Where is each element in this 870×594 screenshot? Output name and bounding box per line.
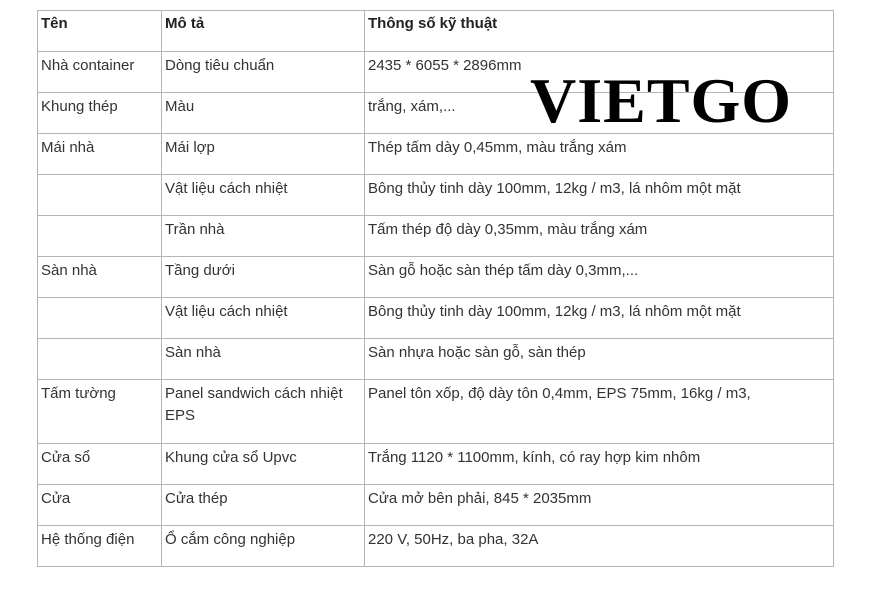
cell-name: Cửa xyxy=(38,485,162,526)
cell-name: Nhà container xyxy=(38,52,162,93)
table-row xyxy=(38,257,834,298)
cell-name: Cửa sổ xyxy=(38,444,162,485)
cell-name xyxy=(38,216,162,257)
cell-description: Khung cửa sổ Upvc xyxy=(162,444,365,485)
cell-name: Khung thép xyxy=(38,93,162,134)
cell-name xyxy=(38,339,162,380)
cell-specification: Trắng 1120 * 1100mm, kính, có ray hợp kim nhôm xyxy=(365,444,834,485)
table-row xyxy=(38,216,834,257)
header-description: Mô tả xyxy=(162,11,365,52)
cell-description: Vật liệu cách nhiệt xyxy=(162,298,365,339)
cell-specification: 220 V, 50Hz, ba pha, 32A xyxy=(365,526,834,567)
vietgo-watermark: VIETGO xyxy=(530,65,793,136)
cell-name: Tấm tường xyxy=(38,380,162,444)
table-row xyxy=(38,175,834,216)
cell-specification: 2435 * 6055 * 2896mm xyxy=(365,52,834,93)
cell-specification: Thép tấm dày 0,45mm, màu trắng xám xyxy=(365,134,834,175)
cell-description: Vật liệu cách nhiệt xyxy=(162,175,365,216)
header-name: Tên xyxy=(38,11,162,52)
cell-description: Sàn nhà xyxy=(162,339,365,380)
cell-specification: Bông thủy tinh dày 100mm, 12kg / m3, lá nhôm một mặt xyxy=(365,175,834,216)
cell-name: Sàn nhà xyxy=(38,257,162,298)
cell-specification: Sàn nhựa hoặc sàn gỗ, sàn thép xyxy=(365,339,834,380)
cell-specification: trắng, xám,... xyxy=(365,93,834,134)
table-row xyxy=(38,526,834,567)
cell-specification: Sàn gỗ hoặc sàn thép tấm dày 0,3mm,... xyxy=(365,257,834,298)
cell-description: Màu xyxy=(162,93,365,134)
table-row xyxy=(38,380,834,444)
cell-description: Cửa thép xyxy=(162,485,365,526)
cell-name xyxy=(38,175,162,216)
table-header-row xyxy=(38,11,834,52)
cell-specification: Panel tôn xốp, độ dày tôn 0,4mm, EPS 75mm, 16kg / m3, xyxy=(365,380,834,444)
table-row xyxy=(38,444,834,485)
table-row xyxy=(38,298,834,339)
cell-name: Hệ thống điện xyxy=(38,526,162,567)
table-row xyxy=(38,339,834,380)
cell-description: Panel sandwich cách nhiệt EPS xyxy=(162,380,365,444)
cell-description: Ổ cắm công nghiệp xyxy=(162,526,365,567)
cell-name xyxy=(38,298,162,339)
cell-description: Trần nhà xyxy=(162,216,365,257)
cell-description: Dòng tiêu chuẩn xyxy=(162,52,365,93)
cell-specification: Bông thủy tinh dày 100mm, 12kg / m3, lá nhôm một mặt xyxy=(365,298,834,339)
table-row xyxy=(38,485,834,526)
cell-specification: Cửa mở bên phải, 845 * 2035mm xyxy=(365,485,834,526)
cell-name: Mái nhà xyxy=(38,134,162,175)
table-row xyxy=(38,134,834,175)
header-specification: Thông số kỹ thuật xyxy=(365,11,834,52)
cell-description: Mái lợp xyxy=(162,134,365,175)
cell-description: Tầng dưới xyxy=(162,257,365,298)
cell-specification: Tấm thép độ dày 0,35mm, màu trắng xám xyxy=(365,216,834,257)
